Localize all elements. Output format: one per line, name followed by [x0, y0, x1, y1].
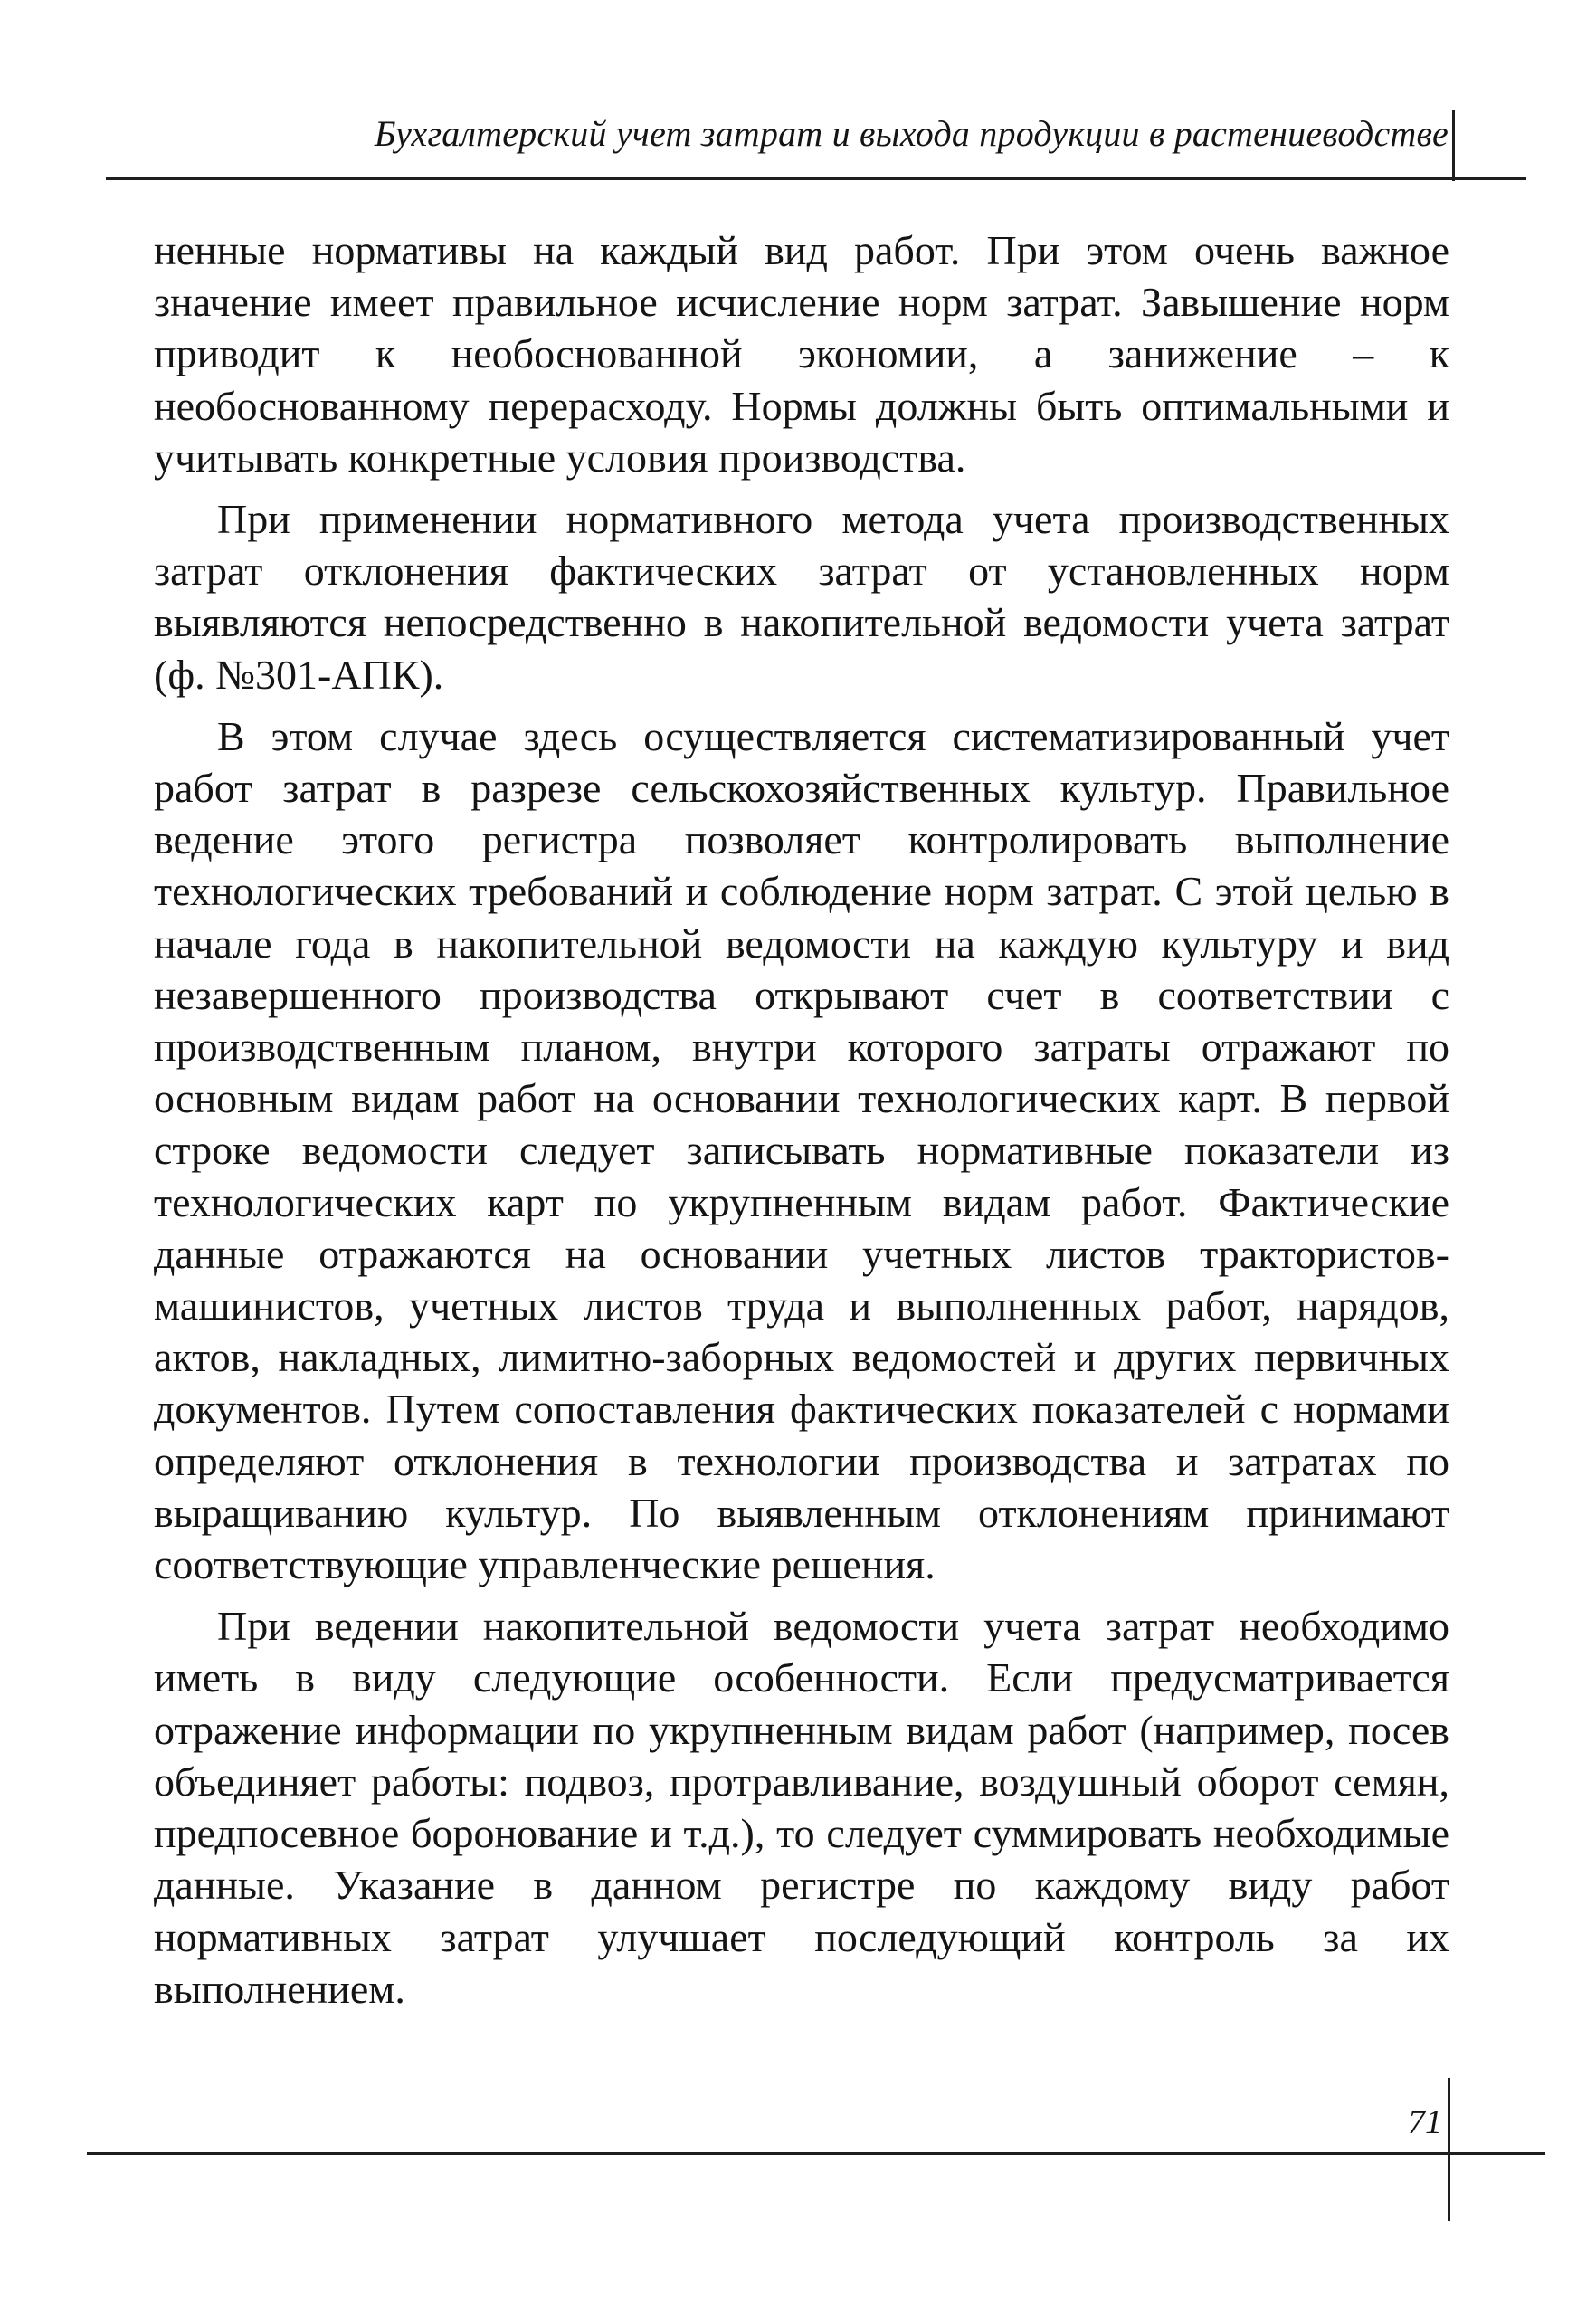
footer-vertical-rule	[1448, 2078, 1450, 2221]
main-text	[154, 224, 1449, 2025]
running-header-title: Бухгалтерский учет затрат и выхода продукции в растениеводстве	[374, 113, 1449, 154]
footer-horizontal-rule	[87, 2152, 1545, 2155]
header-horizontal-rule	[106, 177, 1526, 180]
paragraph-3: В этом случае здесь осуществляется систематизированный учет работ затрат в разрезе сельскохозяйственных культур. Правильное ведение этого регистра позволяет контролировать выполнение технологических требований и соблюдение норм затрат. С этой целью в начале года в накопительной ведомости на каждую культуру и вид незавершенного производства открывают счет в соответствии с производственным планом, внутри которого затраты отражают по основным видам работ на основании технологических карт. В первой строке ведомости следует записывать нормативные показатели из технологических карт по укрупненным видам работ. Фактические данные отражаются на основании учетных листов трактористов-машинистов, учетных листов труда и выполненных работ, нарядов, актов, накладных, лимитно-заборных ведомостей и других первичных документов. Путем сопоставления фактических показателей с нормами определяют отклонения в технологии производства и затратах по выращиванию культур. По выявленным отклонениям принимают соответствующие управленческие решения.	[154, 712, 1449, 1588]
paragraph-4: При ведении накопительной ведомости учета затрат необходимо иметь в виду следующие особенности. Если предусматривается отражение информации по укрупненным видам работ (например, посев объединяет работы: подвоз, протравливание, воздушный оборот семян, предпосевное боронование и т.д.), то следует суммировать необходимые данные. Указание в данном регистре по каждому виду работ нормативных затрат улучшает последующий контроль за их выполнением.	[154, 1603, 1449, 2012]
paragraph-1: ненные нормативы на каждый вид работ. При этом очень важное значение имеет правильное исчисление норм затрат. Завышение норм приводит к необоснованной экономии, а занижение – к необоснованному перерасходу. Нормы должны быть оптимальными и учитывать конкретные условия производства.	[154, 227, 1449, 481]
page-number: 71	[1408, 2103, 1442, 2141]
paragraph-2: При применении нормативного метода учета производственных затрат отклонения фактических затрат от установленных норм выявляются непосредственно в накопительной ведомости учета затрат (ф. №301-АПК).	[154, 496, 1449, 698]
header-vertical-rule	[1452, 110, 1455, 181]
